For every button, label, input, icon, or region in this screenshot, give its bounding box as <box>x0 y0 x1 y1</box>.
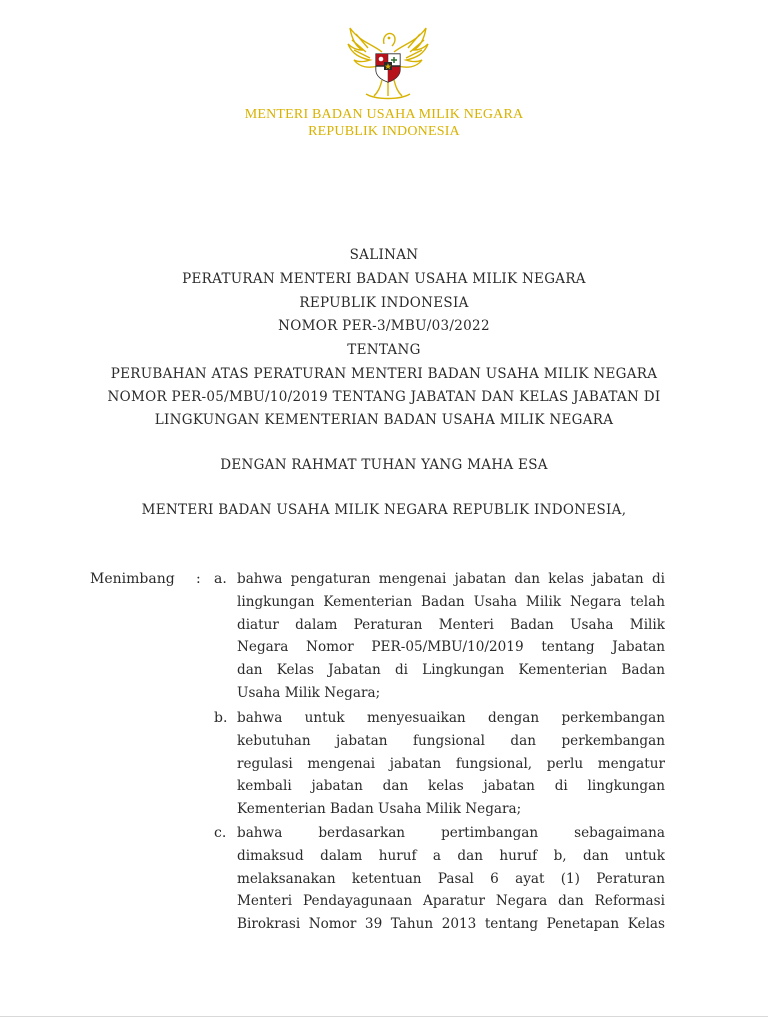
subject-line-3: LINGKUNGAN KEMENTERIAN BADAN USAHA MILIK NEGARA <box>154 412 614 428</box>
text-line: dan Kelas Jabatan di Lingkungan Kementerian Badan <box>237 662 665 679</box>
text-line: diatur dalam Peraturan Menteri Badan Usaha Milik <box>237 616 665 633</box>
item-marker-a: a. <box>214 571 227 587</box>
subject-line-2: NOMOR PER-05/MBU/10/2019 TENTANG JABATAN DAN KELAS JABATAN DI <box>107 389 661 405</box>
text-line: Birokrasi Nomor 39 Tahun 2013 tentang Penetapan Kelas <box>237 916 665 933</box>
tentang-heading: TENTANG <box>347 342 421 358</box>
regulation-title: PERATURAN MENTERI BADAN USAHA MILIK NEGARA <box>182 271 586 287</box>
minister-title: MENTERI BADAN USAHA MILIK NEGARA REPUBLIK INDONESIA, <box>141 502 627 518</box>
text-line: kembali jabatan dan kelas jabatan di lingkungan <box>237 778 665 795</box>
garuda-emblem-icon <box>342 22 434 104</box>
text-line: Menteri Pendayagunaan Aparatur Negara dan Reformasi <box>237 893 665 910</box>
text-line: Usaha Milik Negara; <box>237 684 381 701</box>
text-line: regulasi mengenai jabatan fungsional, perlu mengatur <box>237 755 665 772</box>
menimbang-colon: : <box>196 571 201 587</box>
text-line: melaksanakan ketentuan Pasal 6 ayat (1) Peraturan <box>237 870 665 887</box>
text-line: bahwa pengaturan mengenai jabatan dan kelas jabatan di <box>237 571 665 587</box>
text-line: lingkungan Kementerian Badan Usaha Milik Negara telah <box>237 593 665 610</box>
invocation: DENGAN RAHMAT TUHAN YANG MAHA ESA <box>220 457 548 473</box>
institution-name-line2: REPUBLIK INDONESIA <box>308 124 460 139</box>
subject-line-1: PERUBAHAN ATAS PERATURAN MENTERI BADAN USAHA MILIK NEGARA <box>110 366 658 382</box>
item-marker-c: c. <box>214 825 227 841</box>
item-marker-b: b. <box>214 710 228 726</box>
consideration-item-b <box>237 707 665 821</box>
salinan-heading: SALINAN <box>349 247 419 263</box>
menimbang-label: Menimbang <box>90 571 175 587</box>
country-title: REPUBLIK INDONESIA <box>299 295 469 311</box>
text-line: dimaksud dalam huruf a dan huruf b, dan untuk <box>237 847 665 864</box>
page-edge-divider <box>0 1016 768 1017</box>
consideration-item-c <box>237 822 665 936</box>
text-line: Negara Nomor PER-05/MBU/10/2019 tentang Jabatan <box>237 639 665 656</box>
text-line: kebutuhan jabatan fungsional dan perkembangan <box>237 732 665 749</box>
regulation-number: NOMOR PER-3/MBU/03/2022 <box>278 318 490 334</box>
text-line: bahwa berdasarkan pertimbangan sebagaimana <box>237 825 665 841</box>
text-line: Kementerian Badan Usaha Milik Negara; <box>237 801 522 818</box>
consideration-item-a <box>237 568 665 705</box>
text-line: bahwa untuk menyesuaikan dengan perkembangan <box>237 710 665 726</box>
institution-name-line1: MENTERI BADAN USAHA MILIK NEGARA <box>244 107 524 122</box>
